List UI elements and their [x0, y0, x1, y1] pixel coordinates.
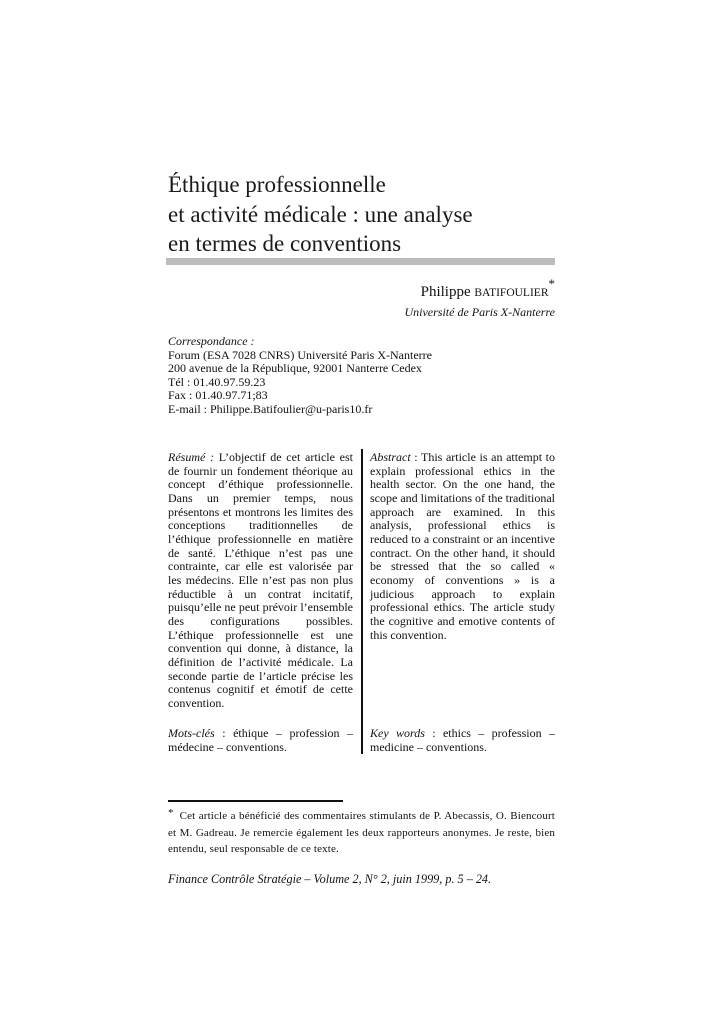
keywords-fr-label: Mots-clés — [168, 726, 215, 740]
title-line-3: en termes de conventions — [168, 231, 402, 256]
footnote-divider — [168, 800, 343, 802]
correspondence-line: 200 avenue de la République, 92001 Nanterre Cedex — [168, 361, 422, 376]
footnote-text: Cet article a bénéficié des commentaires stimulants de P. Abecassis, O. Biencourt et M. Gadreau. Je remercie également les deux rapporteurs anonymes. Je reste, bien entendu, seul responsable de ce texte. — [168, 810, 555, 855]
author-first-name: Philippe — [420, 284, 471, 300]
author-last-name: BATIFOULIER — [474, 287, 549, 299]
correspondence-line: Forum (ESA 7028 CNRS) Université Paris X-Nanterre — [168, 347, 432, 362]
keywords-english — [370, 727, 555, 754]
abstract-label: Abstract — [370, 450, 411, 464]
title-line-1: Éthique professionnelle — [168, 172, 386, 197]
correspondence-email: E-mail : Philippe.Batifoulier@u-paris10.fr — [168, 401, 373, 416]
correspondence-label: Correspondance : — [168, 334, 255, 348]
title-divider — [166, 258, 555, 265]
author-footnote-mark: * — [548, 276, 555, 291]
author-name — [421, 278, 555, 301]
column-divider — [361, 449, 363, 754]
keywords-en-label: Key words — [370, 726, 425, 740]
title-line-2: et activité médicale : une analyse — [168, 201, 473, 227]
correspondence-block — [168, 335, 432, 417]
author-affiliation: Université de Paris X-Nanterre — [404, 305, 555, 319]
journal-citation: Finance Contrôle Stratégie – Volume 2, N° 2, juin 1999, p. 5 – 24. — [168, 872, 492, 886]
correspondence-line: Tél : 01.40.97.59.23 — [168, 374, 266, 389]
footnote — [168, 808, 555, 858]
article-title — [168, 170, 568, 259]
abstract-text: : This article is an attempt to explain professional ethics in the health sector. On the one hand, the scope and limitations of the traditional approach are examined. In this analysis, professional ethics is reduced to a constraint or an incentive contract. On the other hand, it should be stressed that the so called « economy of conventions » is a judicious approach to explain professional ethics. The article study the cognitive and emotive contents of this convention. — [370, 450, 555, 642]
resume-label: Résumé : — [168, 450, 215, 464]
correspondence-line: Fax : 01.40.97.71;83 — [168, 388, 268, 403]
footnote-mark: * — [168, 807, 174, 819]
keywords-en-text: : ethics – profession – medicine – conventions. — [370, 726, 555, 754]
keywords-french — [168, 727, 353, 754]
resume-text: L’objectif de cet article est de fournir un fondement théorique au concept d’éthique professionnelle. Dans un premier temps, nous présentons et montrons les limites des conceptions traditionnelles de l’éthique professionnelle en matière de santé. L’éthique n’est pas une contrainte, car elle est valorisée par les médecins. Elle n’est pas non plus réductible à un contrat incitatif, puisqu’elle ne peut prévoir l’ensemble des configurations possibles. L’éthique professionnelle est une convention qui donne, à distance, la définition de l’activité médicale. La seconde partie de l’article précise les contenus cognitif et émotif de cette convention. — [168, 450, 353, 710]
resume-french — [168, 451, 353, 710]
abstract-english — [370, 451, 555, 642]
keywords-fr-text: : éthique – profession – médecine – conventions. — [168, 726, 353, 754]
